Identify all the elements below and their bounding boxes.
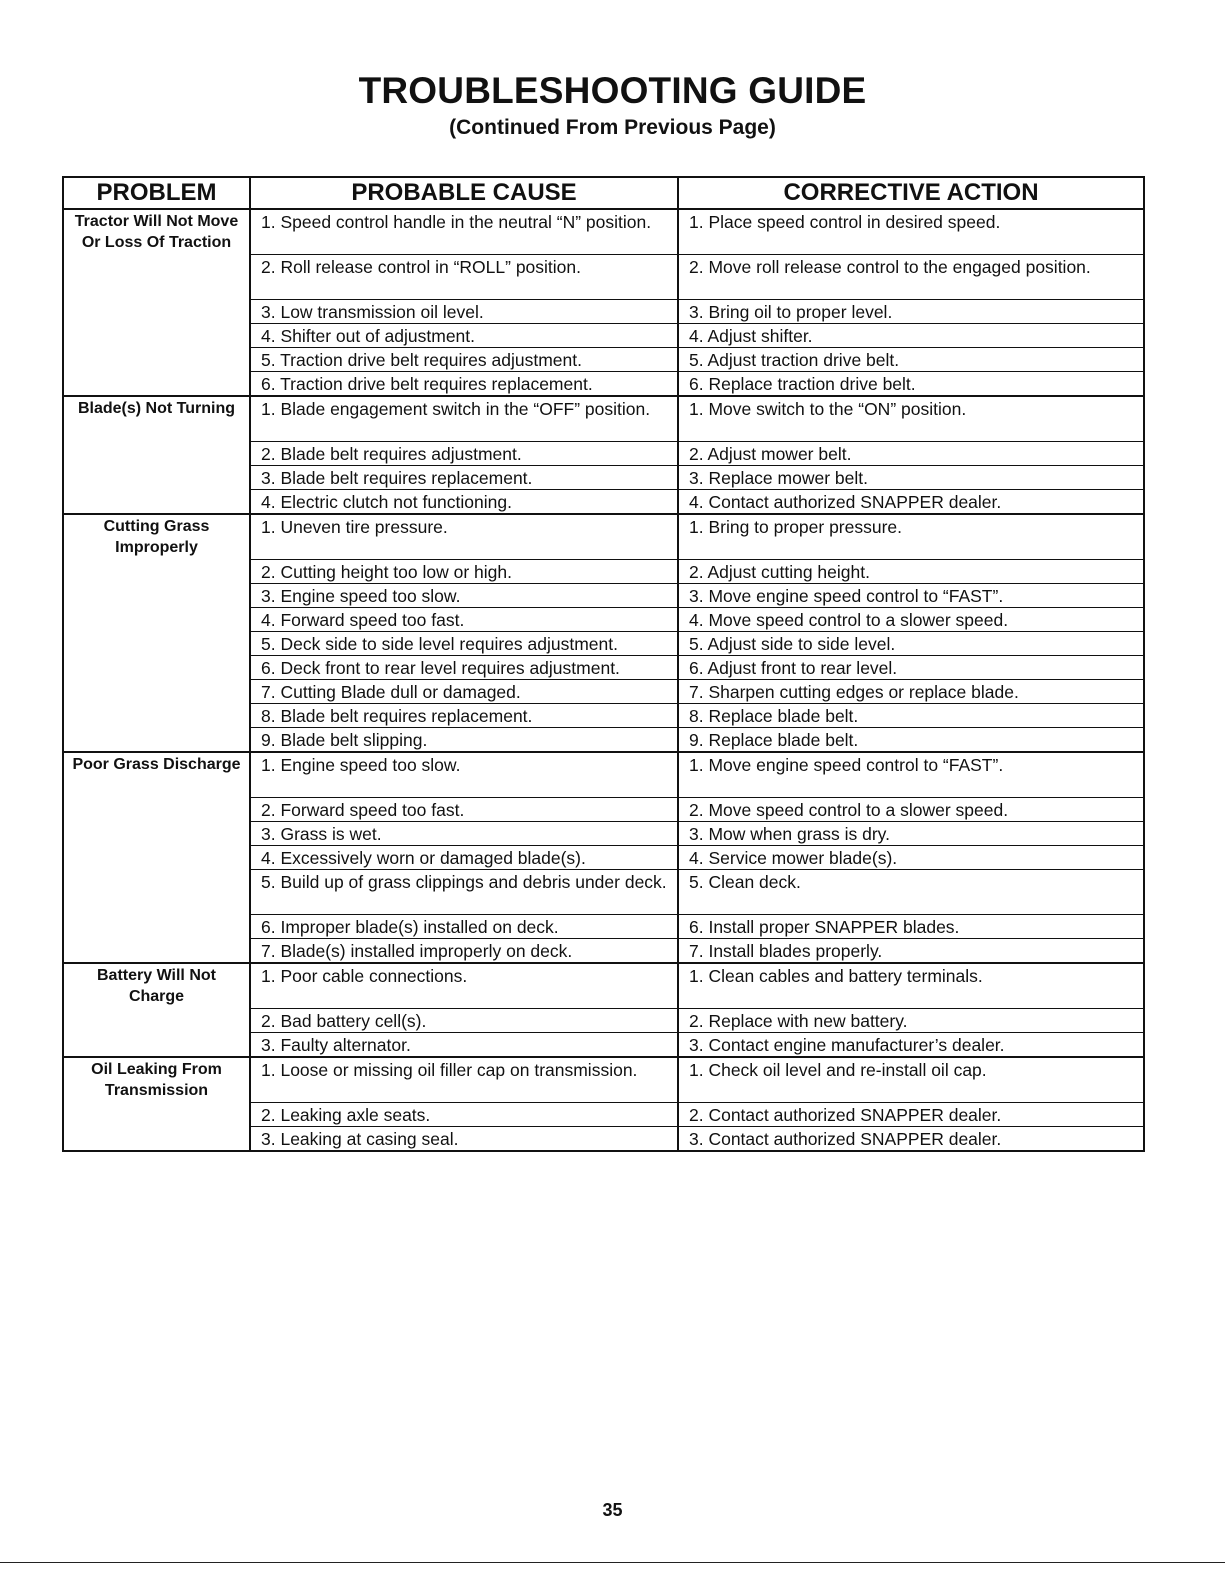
- cause-cell: 5. Traction drive belt requires adjustment.: [250, 348, 678, 372]
- action-cell: 4. Adjust shifter.: [678, 324, 1144, 348]
- cause-cell: 2. Bad battery cell(s).: [250, 1009, 678, 1033]
- cause-cell: 4. Shifter out of adjustment.: [250, 324, 678, 348]
- table-row: [63, 1057, 1144, 1103]
- action-cell: 3. Contact engine manufacturer’s dealer.: [678, 1033, 1144, 1058]
- cause-cell: 5. Deck side to side level requires adjustment.: [250, 632, 678, 656]
- cause-cell: 1. Speed control handle in the neutral “N” position.: [250, 209, 678, 255]
- table-header-row: [63, 177, 1144, 209]
- action-cell: 2. Replace with new battery.: [678, 1009, 1144, 1033]
- action-cell: 4. Service mower blade(s).: [678, 846, 1144, 870]
- action-cell: 3. Bring oil to proper level.: [678, 300, 1144, 324]
- cause-cell: 4. Excessively worn or damaged blade(s).: [250, 846, 678, 870]
- cause-cell: 9. Blade belt slipping.: [250, 728, 678, 753]
- cause-cell: 3. Grass is wet.: [250, 822, 678, 846]
- action-cell: 1. Bring to proper pressure.: [678, 514, 1144, 560]
- problem-cell: Cutting Grass Improperly: [63, 514, 250, 752]
- cause-cell: 2. Roll release control in “ROLL” position.: [250, 255, 678, 300]
- cause-cell: 3. Blade belt requires replacement.: [250, 466, 678, 490]
- action-cell: 1. Move switch to the “ON” position.: [678, 396, 1144, 442]
- cause-cell: 2. Blade belt requires adjustment.: [250, 442, 678, 466]
- cause-cell: 2. Leaking axle seats.: [250, 1103, 678, 1127]
- cause-cell: 6. Deck front to rear level requires adjustment.: [250, 656, 678, 680]
- action-cell: 7. Install blades properly.: [678, 939, 1144, 964]
- column-header-cause: PROBABLE CAUSE: [250, 177, 678, 209]
- action-cell: 3. Replace mower belt.: [678, 466, 1144, 490]
- action-cell: 9. Replace blade belt.: [678, 728, 1144, 753]
- cause-cell: 1. Uneven tire pressure.: [250, 514, 678, 560]
- cause-cell: 1. Poor cable connections.: [250, 963, 678, 1009]
- action-cell: 5. Adjust traction drive belt.: [678, 348, 1144, 372]
- problem-cell: Poor Grass Discharge: [63, 752, 250, 963]
- cause-cell: 7. Cutting Blade dull or damaged.: [250, 680, 678, 704]
- table-row: [63, 209, 1144, 255]
- cause-cell: 4. Electric clutch not functioning.: [250, 490, 678, 515]
- table-row: [63, 963, 1144, 1009]
- action-cell: 1. Check oil level and re-install oil cap.: [678, 1057, 1144, 1103]
- action-cell: 2. Contact authorized SNAPPER dealer.: [678, 1103, 1144, 1127]
- cause-cell: 3. Leaking at casing seal.: [250, 1127, 678, 1152]
- cause-cell: 4. Forward speed too fast.: [250, 608, 678, 632]
- action-cell: 1. Clean cables and battery terminals.: [678, 963, 1144, 1009]
- action-cell: 3. Mow when grass is dry.: [678, 822, 1144, 846]
- table-row: [63, 396, 1144, 442]
- page-subtitle: (Continued From Previous Page): [449, 116, 776, 139]
- action-cell: 1. Place speed control in desired speed.: [678, 209, 1144, 255]
- problem-cell: Blade(s) Not Turning: [63, 396, 250, 514]
- column-header-action: CORRECTIVE ACTION: [678, 177, 1144, 209]
- cause-cell: 1. Engine speed too slow.: [250, 752, 678, 798]
- cause-cell: 7. Blade(s) installed improperly on deck.: [250, 939, 678, 964]
- troubleshooting-table: [62, 176, 1145, 1152]
- table-row: [63, 752, 1144, 798]
- cause-cell: 1. Loose or missing oil filler cap on transmission.: [250, 1057, 678, 1103]
- action-cell: 5. Clean deck.: [678, 870, 1144, 915]
- action-cell: 3. Contact authorized SNAPPER dealer.: [678, 1127, 1144, 1152]
- cause-cell: 3. Low transmission oil level.: [250, 300, 678, 324]
- action-cell: 6. Adjust front to rear level.: [678, 656, 1144, 680]
- table-row: [63, 514, 1144, 560]
- cause-cell: 5. Build up of grass clippings and debris under deck.: [250, 870, 678, 915]
- action-cell: 4. Contact authorized SNAPPER dealer.: [678, 490, 1144, 515]
- action-cell: 8. Replace blade belt.: [678, 704, 1144, 728]
- column-header-problem: PROBLEM: [63, 177, 250, 209]
- table-body: [63, 209, 1144, 1151]
- cause-cell: 6. Traction drive belt requires replacement.: [250, 372, 678, 397]
- cause-cell: 3. Engine speed too slow.: [250, 584, 678, 608]
- cause-cell: 2. Forward speed too fast.: [250, 798, 678, 822]
- cause-cell: 8. Blade belt requires replacement.: [250, 704, 678, 728]
- cause-cell: 3. Faulty alternator.: [250, 1033, 678, 1058]
- action-cell: 5. Adjust side to side level.: [678, 632, 1144, 656]
- page-number: 35: [602, 1500, 623, 1520]
- cause-cell: 2. Cutting height too low or high.: [250, 560, 678, 584]
- action-cell: 2. Adjust mower belt.: [678, 442, 1144, 466]
- action-cell: 4. Move speed control to a slower speed.: [678, 608, 1144, 632]
- action-cell: 6. Install proper SNAPPER blades.: [678, 915, 1144, 939]
- action-cell: 2. Move speed control to a slower speed.: [678, 798, 1144, 822]
- problem-cell: Oil Leaking From Transmission: [63, 1057, 250, 1151]
- action-cell: 1. Move engine speed control to “FAST”.: [678, 752, 1144, 798]
- action-cell: 2. Move roll release control to the engaged position.: [678, 255, 1144, 300]
- bottom-rule: [0, 1562, 1225, 1563]
- action-cell: 6. Replace traction drive belt.: [678, 372, 1144, 397]
- problem-cell: Battery Will Not Charge: [63, 963, 250, 1057]
- action-cell: 7. Sharpen cutting edges or replace blade.: [678, 680, 1144, 704]
- cause-cell: 1. Blade engagement switch in the “OFF” position.: [250, 396, 678, 442]
- problem-cell: Tractor Will Not Move Or Loss Of Traction: [63, 209, 250, 396]
- page-title: TROUBLESHOOTING GUIDE: [358, 70, 867, 111]
- cause-cell: 6. Improper blade(s) installed on deck.: [250, 915, 678, 939]
- action-cell: 3. Move engine speed control to “FAST”.: [678, 584, 1144, 608]
- action-cell: 2. Adjust cutting height.: [678, 560, 1144, 584]
